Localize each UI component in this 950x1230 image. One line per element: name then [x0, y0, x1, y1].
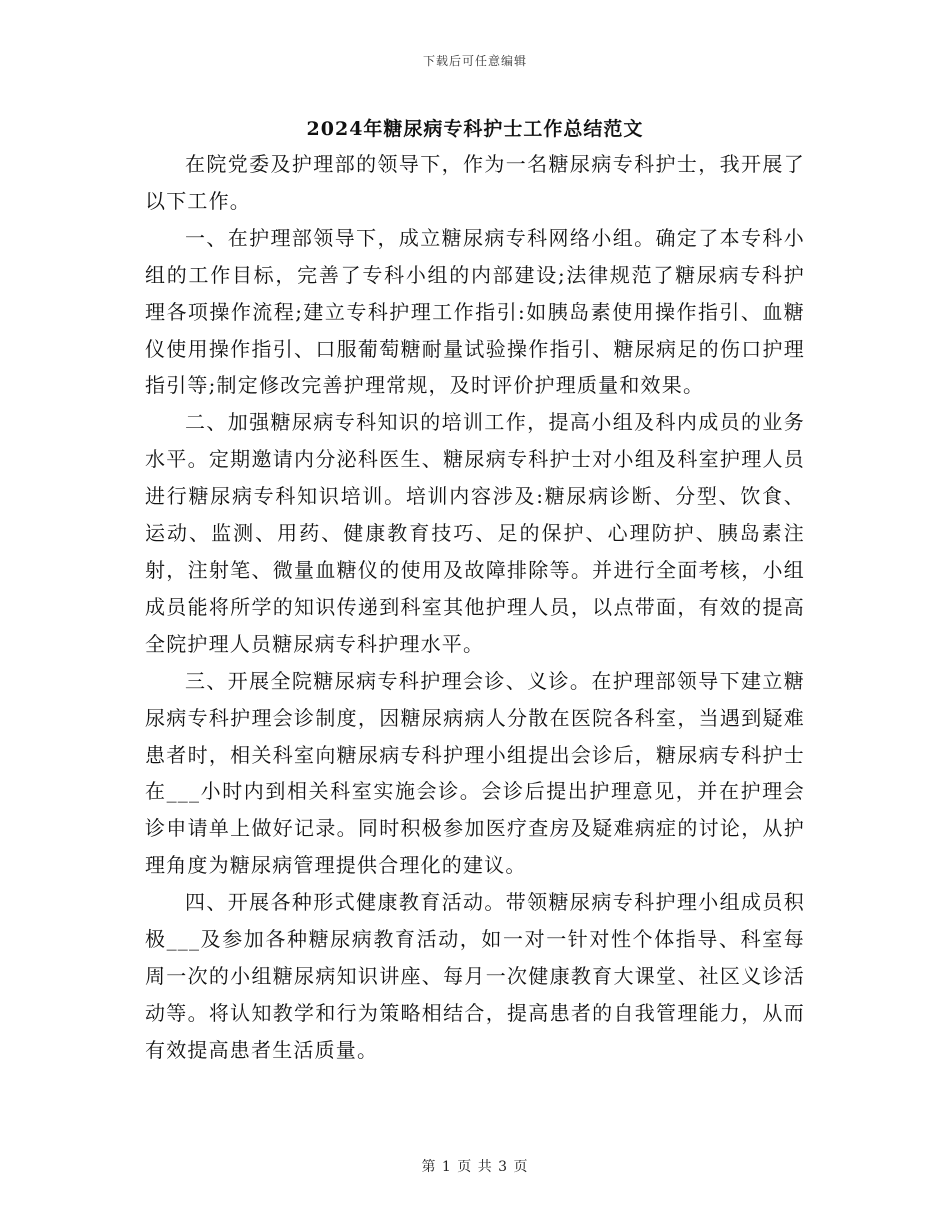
- page-number: 第 1 页 共 3 页: [421, 1159, 529, 1175]
- page-header-note: 下载后可任意编辑: [422, 54, 527, 68]
- document-title: 2024年糖尿病专科护士工作总结范文: [306, 118, 644, 140]
- paragraph-section-2: 二、加强糖尿病专科知识的培训工作，提高小组及科内成员的业务水平。定期邀请内分泌科医生、糖尿病专科护士对小组及科室护理人员进行糖尿病专科知识培训。培训内容涉及:糖尿病诊断、分型、饮食、运动、监测、用药、健康教育技巧、足的保护、心理防护、胰岛素注射，注射笔、微量血糖仪的使用及故障排除等。并进行全面考核，小组成员能将所学的知识传递到科室其他护理人员，以点带面，有效的提高全院护理人员糖尿病专科护理水平。: [145, 410, 805, 656]
- paragraph-section-3: 三、开展全院糖尿病专科护理会诊、义诊。在护理部领导下建立糖尿病专科护理会诊制度，因糖尿病病人分散在医院各科室，当遇到疑难患者时，相关科室向糖尿病专科护理小组提出会诊后，糖尿病专科护士在___小时内到相关科室实施会诊。会诊后提出护理意见，并在护理会诊申请单上做好记录。同时积极参加医疗查房及疑难病症的讨论，从护理角度为糖尿病管理提供合理化的建议。: [145, 668, 805, 878]
- paragraph-section-1: 一、在护理部领导下，成立糖尿病专科网络小组。确定了本专科小组的工作目标，完善了专科小组的内部建设;法律规范了糖尿病专科护理各项操作流程;建立专科护理工作指引:如胰岛素使用操作指引、血糖仪使用操作指引、口服葡萄糖耐量试验操作指引、糖尿病足的伤口护理指引等;制定修改完善护理常规，及时评价护理质量和效果。: [145, 225, 805, 398]
- paragraph-section-4: 四、开展各种形式健康教育活动。带领糖尿病专科护理小组成员积极___及参加各种糖尿病教育活动，如一对一针对性个体指导、科室每周一次的小组糖尿病知识讲座、每月一次健康教育大课堂、社区义诊活动等。将认知教学和行为策略相结合，提高患者的自我管理能力，从而有效提高患者生活质量。: [145, 890, 805, 1062]
- paragraph-intro: 在院党委及护理部的领导下，作为一名糖尿病专科护士，我开展了以下工作。: [145, 152, 805, 213]
- document-body: [145, 146, 805, 1069]
